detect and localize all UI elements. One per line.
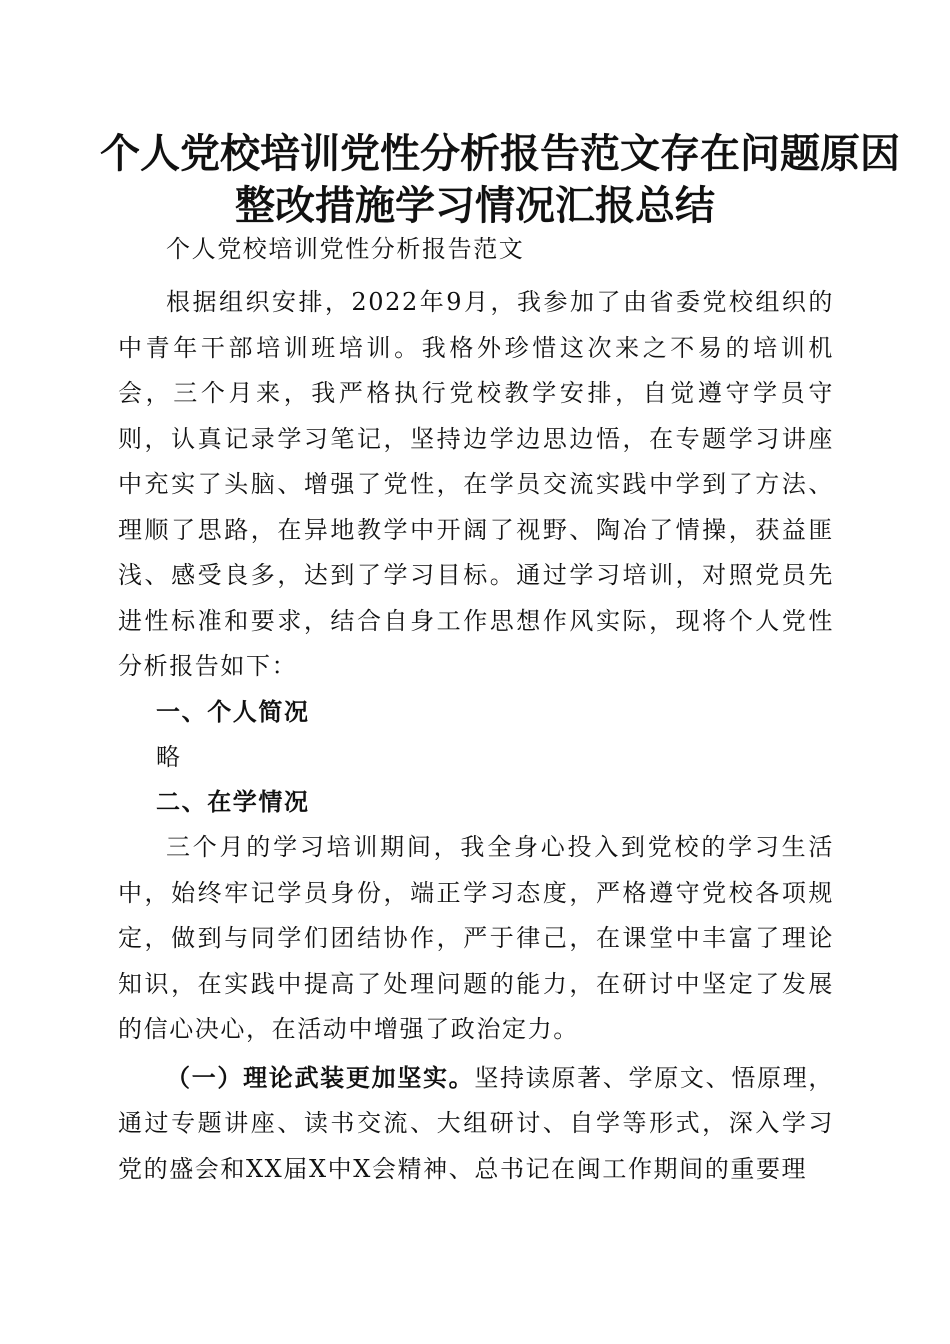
point-theory-body: 坚持读原著、学原文、悟原理，通过专题讲座、读书交流、大组研讨、自学等形式，深入学习党的盛会和XX届X中X会精神、总书记在闽工作期间的重要理: [118, 1063, 835, 1183]
point-theory-paragraph: [118, 1055, 834, 1193]
section-body-personal-profile: 略: [156, 742, 182, 771]
title-line-2: 整改措施学习情况汇报总结: [235, 182, 715, 229]
section-body-study-status: 三个月的学习培训期间，我全身心投入到党校的学习生活中，始终牢记学员身份，端正学习态度，严格遵守党校各项规定，做到与同学们团结协作，严于律己，在课堂中丰富了理论知识，在实践中提高了处理问题的能力，在研讨中坚定了发展的信心决心，在活动中增强了政治定力。: [118, 833, 834, 1043]
document-body: [118, 228, 834, 1192]
document-subtitle: 个人党校培训党性分析报告范文: [166, 235, 525, 263]
point-theory-lead: （一）理论武装更加坚实。: [166, 1062, 475, 1092]
document-title: [100, 128, 900, 232]
title-line-1: 个人党校培训党性分析报告范文存在问题原因: [100, 130, 900, 177]
section-heading-study-status: 二、在学情况: [156, 788, 310, 816]
intro-paragraph: 根据组织安排，2022年9月，我参加了由省委党校组织的中青年干部培训班培训。我格外珍惜这次来之不易的培训机会，三个月来，我严格执行党校教学安排，自觉遵守学员守则，认真记录学习笔记，坚持边学边思边悟，在专题学习讲座中充实了头脑、增强了党性，在学员交流实践中学到了方法、理顺了思路，在异地教学中开阔了视野、陶冶了情操，获益匪浅、感受良多，达到了学习目标。通过学习培训，对照党员先进性标准和要求，结合自身工作思想作风实际，现将个人党性分析报告如下：: [118, 288, 834, 680]
section-heading-personal-profile: 一、个人简况: [156, 697, 310, 726]
